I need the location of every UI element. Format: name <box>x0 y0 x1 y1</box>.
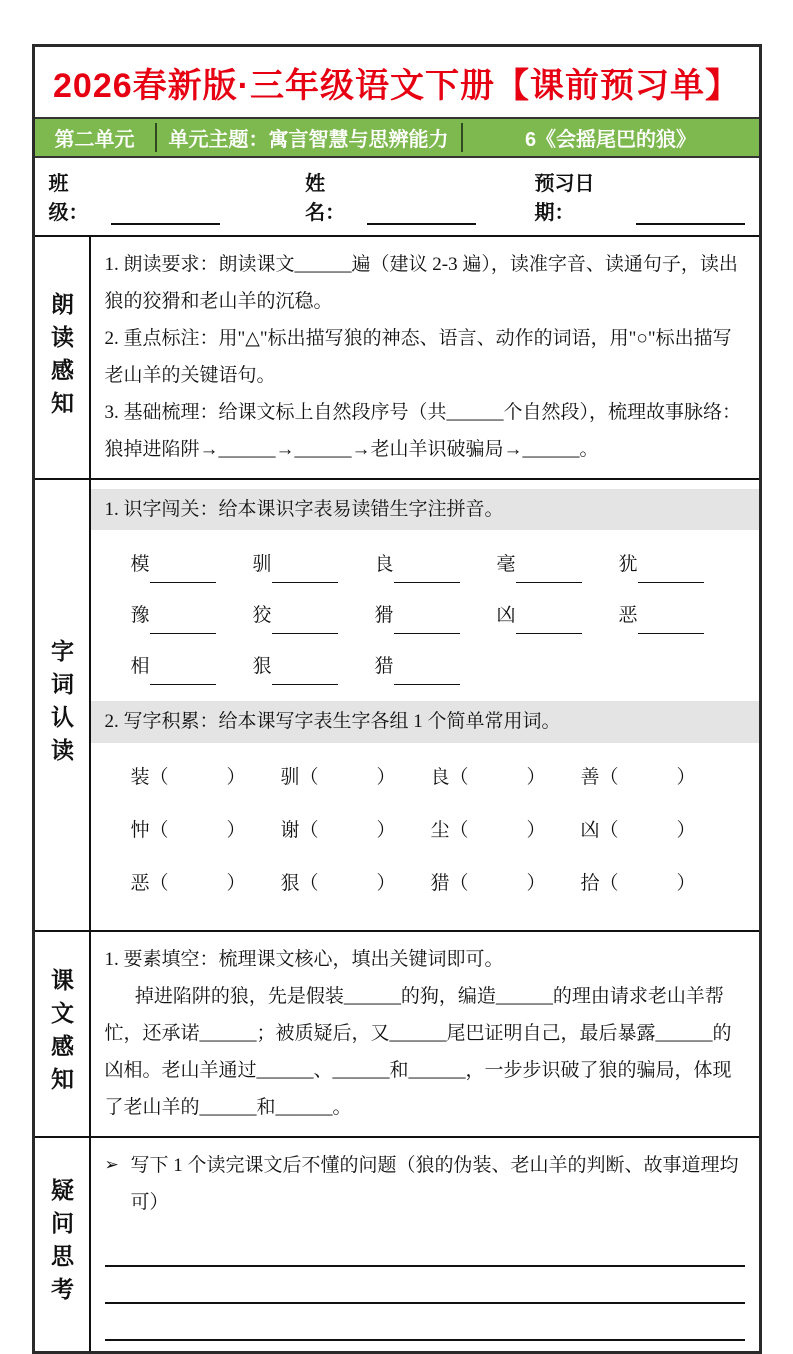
pinyin-item <box>619 546 741 583</box>
word-item <box>431 812 581 849</box>
word-item <box>281 759 431 796</box>
character: 狠（ <box>280 872 319 894</box>
worksheet <box>32 44 762 1354</box>
lesson-title: 6《会摇尾巴的狼》 <box>524 129 697 151</box>
character: 相 <box>130 656 150 678</box>
pinyin-blank <box>516 614 582 634</box>
unit-theme: 单元主题：寓言智慧与思辨能力 <box>157 123 463 152</box>
character: 狠 <box>252 656 272 678</box>
paren-close: ） <box>376 872 396 894</box>
word-row <box>131 812 745 849</box>
word-item <box>431 865 581 902</box>
character: 尘（ <box>430 819 469 841</box>
pinyin-item <box>619 597 741 634</box>
word-item <box>581 759 731 796</box>
character: 拾（ <box>580 872 619 894</box>
page-title: 2026春新版·三年级语文下册【课前预习单】 <box>53 67 740 105</box>
pinyin-blank <box>394 614 460 634</box>
pinyin-row <box>131 648 745 685</box>
pinyin-blank <box>394 563 460 583</box>
paren-close: ） <box>376 766 396 788</box>
character: 狡 <box>252 605 272 627</box>
character: 猎（ <box>430 872 469 894</box>
word-item <box>131 759 281 796</box>
pinyin-blank <box>150 563 216 583</box>
reading-item-3: 3. 基础梳理：给课文标上自然段序号（共______个自然段），梳理故事脉络：狼掉进陷阱→______→______→老山羊识破骗局→______。 <box>104 402 742 461</box>
character: 猎 <box>374 656 394 678</box>
paren-close: ） <box>526 872 546 894</box>
word-item <box>131 812 281 849</box>
character: 模 <box>130 554 150 576</box>
name-label: 姓名： <box>305 173 346 224</box>
word-item <box>281 865 431 902</box>
paren-close: ） <box>676 872 696 894</box>
character: 凶（ <box>580 819 619 841</box>
pinyin-blank <box>150 614 216 634</box>
section-reading-label: 朗读感知 <box>35 237 91 478</box>
word-item <box>131 865 281 902</box>
character: 恶（ <box>130 872 169 894</box>
character: 驯 <box>252 554 272 576</box>
section-characters <box>35 480 759 931</box>
class-label: 班级： <box>48 173 89 224</box>
pinyin-item <box>131 546 253 583</box>
character: 犹 <box>618 554 638 576</box>
paren-close: ） <box>676 766 696 788</box>
pinyin-blank <box>638 614 704 634</box>
question-prompt-text: 写下 1 个读完课文后不懂的问题（狼的伪装、老山羊的判断、故事道理均可） <box>130 1154 739 1213</box>
word-row <box>131 759 745 796</box>
section-comprehension-label: 课文感知 <box>35 932 91 1136</box>
question-prompt <box>105 1147 745 1221</box>
reading-item-1: 1. 朗读要求：朗读课文______遍（建议 2-3 遍），读准字音、读通句子，读出狼的狡猾和老山羊的沉稳。 <box>104 254 738 313</box>
pinyin-blank <box>394 665 460 685</box>
pinyin-grid <box>105 530 745 701</box>
paren-close: ） <box>526 819 546 841</box>
word-item <box>581 865 731 902</box>
character: 驯（ <box>280 766 319 788</box>
pinyin-item <box>253 648 375 685</box>
character: 善（ <box>580 766 619 788</box>
section-questions <box>35 1138 759 1351</box>
pinyin-blank <box>638 563 704 583</box>
character: 良 <box>374 554 394 576</box>
paren-close: ） <box>226 819 246 841</box>
character: 装（ <box>130 766 169 788</box>
info-row <box>35 158 759 237</box>
writing-line <box>105 1237 745 1267</box>
character: 毫 <box>496 554 516 576</box>
pinyin-blank <box>272 614 338 634</box>
characters-item-2-title: 2. 写字积累：给本课写字表生字各组 1 个简单常用词。 <box>91 701 759 742</box>
paren-close: ） <box>226 766 246 788</box>
pinyin-item <box>131 648 253 685</box>
paren-close: ） <box>526 766 546 788</box>
character: 恶 <box>618 605 638 627</box>
comprehension-body: 掉进陷阱的狼，先是假装______的狗，编造______的理由请求老山羊帮忙，还承诺______；被质疑后，又______尾巴证明自己，最后暴露______的凶相。老山羊通过______、______和______，一步步识破了狼的骗局，体现了老山羊的______和______。 <box>104 985 732 1118</box>
character: 凶 <box>496 605 516 627</box>
unit-number: 第二单元 <box>35 123 157 152</box>
pinyin-row <box>131 597 745 634</box>
writing-lines <box>105 1237 745 1341</box>
character: 谢（ <box>280 819 319 841</box>
pinyin-blank <box>516 563 582 583</box>
pinyin-item <box>131 597 253 634</box>
pinyin-item <box>497 597 619 634</box>
pinyin-item <box>375 546 497 583</box>
section-reading <box>35 237 759 480</box>
character: 良（ <box>430 766 469 788</box>
pinyin-item <box>253 597 375 634</box>
character: 猾 <box>374 605 394 627</box>
name-blank <box>367 203 476 225</box>
pinyin-item <box>375 648 497 685</box>
pinyin-blank <box>272 563 338 583</box>
writing-line <box>105 1304 745 1341</box>
character: 忡（ <box>130 819 169 841</box>
word-item <box>581 812 731 849</box>
word-grid <box>105 743 745 920</box>
pinyin-blank <box>272 665 338 685</box>
paren-close: ） <box>376 819 396 841</box>
writing-line <box>105 1267 745 1304</box>
class-blank <box>111 203 220 225</box>
word-item <box>281 812 431 849</box>
unit-bar <box>35 117 759 158</box>
section-characters-label: 字词认读 <box>35 480 91 929</box>
comprehension-item-title: 1. 要素填空：梳理课文核心，填出关键词即可。 <box>104 948 504 970</box>
arrow-bullet-icon: ➢ <box>104 1154 119 1174</box>
pinyin-blank <box>150 665 216 685</box>
word-row <box>131 865 745 902</box>
date-blank <box>636 203 745 225</box>
characters-item-1-title: 1. 识字闯关：给本课识字表易读错生字注拼音。 <box>91 489 759 530</box>
section-comprehension <box>35 932 759 1138</box>
pinyin-item <box>253 546 375 583</box>
section-questions-label: 疑问思考 <box>35 1138 91 1351</box>
character: 豫 <box>130 605 150 627</box>
date-label: 预习日期： <box>534 173 595 224</box>
pinyin-row <box>131 546 745 583</box>
word-item <box>431 759 581 796</box>
pinyin-item <box>497 546 619 583</box>
paren-close: ） <box>226 872 246 894</box>
pinyin-item <box>375 597 497 634</box>
paren-close: ） <box>676 819 696 841</box>
reading-item-2: 2. 重点标注：用"△"标出描写狼的神态、语言、动作的词语，用"○"标出描写老山羊的关键语句。 <box>104 328 732 387</box>
